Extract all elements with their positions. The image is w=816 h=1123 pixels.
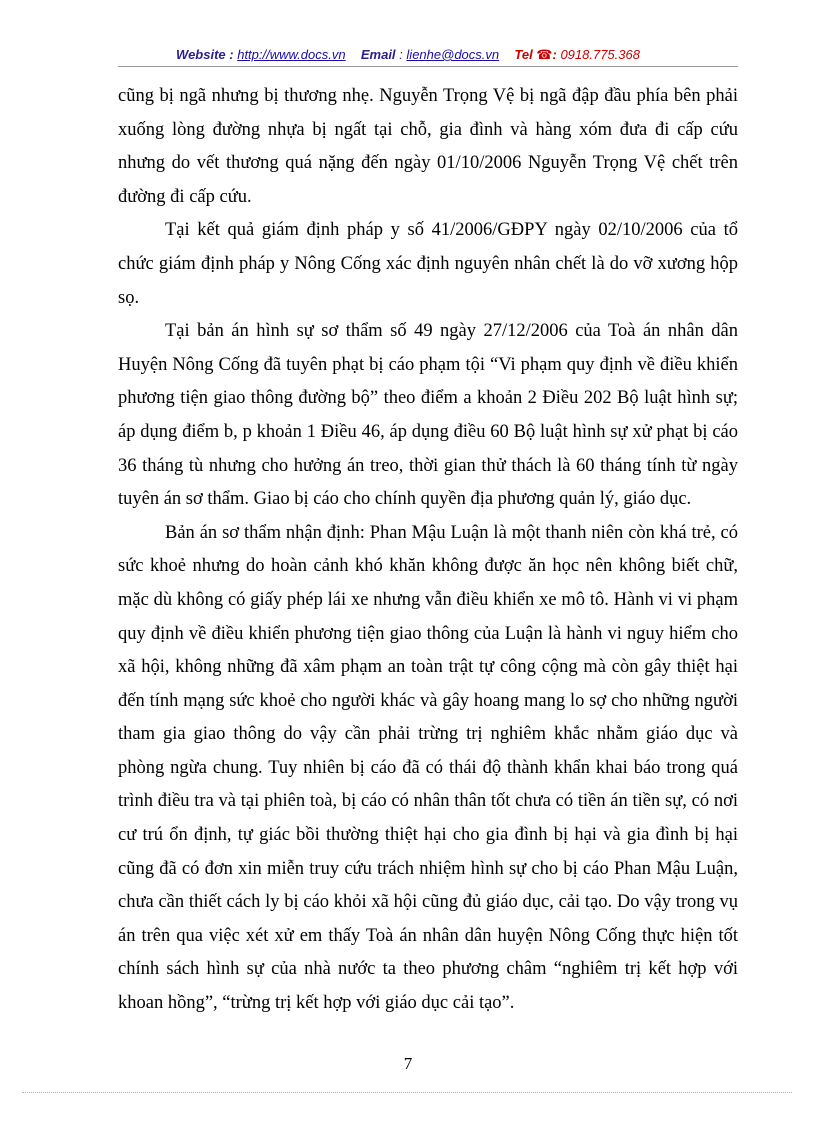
email-link[interactable]: lienhe@docs.vn — [406, 47, 500, 62]
phone-number: 0918.775.368 — [560, 47, 640, 62]
paragraph-verdict-assessment: Bản án sơ thẩm nhận định: Phan Mậu Luận là một thanh niên còn khá trẻ, có sức khoẻ nhưng do hoàn cảnh khó khăn không được ăn học nên không biết chữ, mặc dù không có giấy phép lái xe nhưng vẫn điều khiển xe mô tô. Hành vi vi phạm quy định về điều khiển phương tiện giao thông của Luận là hành vi nguy hiểm cho xã hội, không những đã xâm phạm an toàn trật tự công cộng mà còn gây thiệt hại đến tính mạng sức khoẻ cho người khác và gây hoang mang lo sợ cho những người tham gia giao thông do vậy cần phải trừng trị nghiêm khắc nhằm giáo dục và phòng ngừa chung. Tuy nhiên bị cáo đã có thái độ thành khẩn khai báo trong quá trình điều tra và tại phiên toà, bị cáo có nhân thân tốt chưa có tiền án tiền sự, có nơi cư trú ổn định, tự giác bồi thường thiệt hại cho gia đình bị hại và gia đình bị hại cũng đã có đơn xin miễn truy cứu trách nhiệm hình sự cho bị cáo Phan Mậu Luận, chưa cần thiết cách ly bị cáo khỏi xã hội cũng đủ giáo dục, cải tạo. Do vậy trong vụ án trên qua việc xét xử em thấy Toà án nhân dân huyện Nông Cống thực hiện tốt chính sách hình sự của nhà nước ta theo phương châm “nghiêm trị kết hợp với khoan hồng”, “trừng trị kết hợp với giáo dục cải tạo”. — [118, 522, 738, 1014]
page-number: 7 — [403, 1054, 413, 1073]
paragraph-forensic-result: Tại kết quả giám định pháp y số 41/2006/GĐPY ngày 02/10/2006 của tổ chức giám định pháp y Nông Cống xác định nguyên nhân chết là do vỡ xương hộp sọ. — [118, 220, 738, 308]
page-header — [0, 47, 816, 63]
document-body — [118, 80, 738, 1021]
page-bottom-divider — [22, 1092, 792, 1093]
paragraph-first-instance-verdict: Tại bản án hình sự sơ thẩm số 49 ngày 27/12/2006 của Toà án nhân dân Huyện Nông Cống đã tuyên phạt bị cáo phạm tội “Vi phạm quy định về điều khiển phương tiện giao thông đường bộ” theo điểm a khoản 2 Điều 202 Bộ luật hình sự; áp dụng điểm b, p khoản 1 Điều 46, áp dụng điều 60 Bộ luật hình sự xử phạt bị cáo 36 tháng tù nhưng cho hưởng án treo, thời gian thử thách là 60 tháng tính từ ngày tuyên án sơ thẩm. Giao bị cáo cho chính quyền địa phương quản lý, giáo dục. — [118, 321, 738, 510]
website-label: Website : — [176, 47, 234, 62]
tel-label: Tel ☎: — [514, 47, 557, 62]
paragraph-continued: cũng bị ngã nhưng bị thương nhẹ. Nguyễn Trọng Vệ bị ngã đập đầu phía bên phải xuống lòng đường nhựa bị ngất tại chỗ, gia đình và hàng xóm đưa đi cấp cứu nhưng do vết thương quá nặng đến ngày 01/10/2006 Nguyễn Trọng Vệ chết trên đường đi cấp cứu. — [118, 86, 738, 207]
email-separator: : — [399, 47, 403, 62]
website-link[interactable]: http://www.docs.vn — [237, 47, 346, 62]
email-label: Email — [360, 47, 396, 62]
header-divider — [118, 66, 738, 67]
